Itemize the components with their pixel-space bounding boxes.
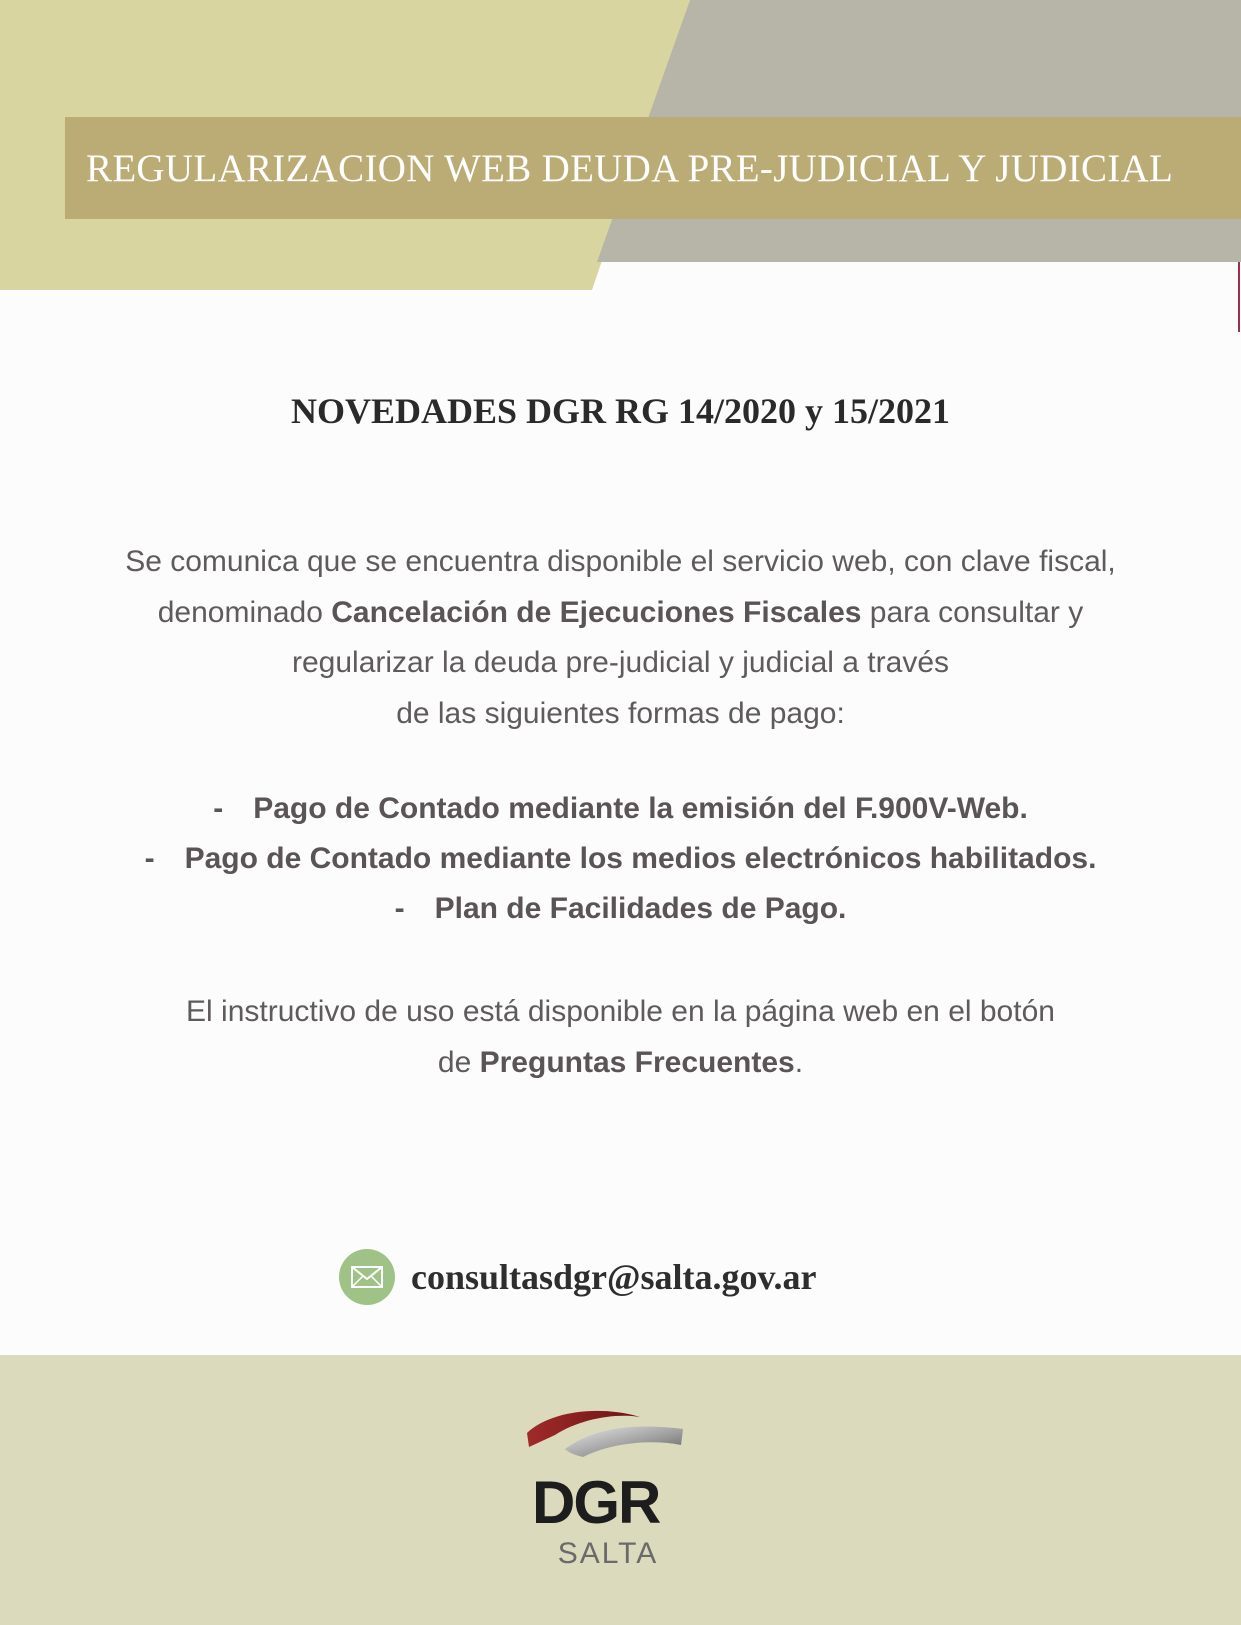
- intro-text-5: de las siguientes formas de pago:: [396, 696, 845, 730]
- intro-text-3: para consultar y: [861, 595, 1084, 629]
- intro-text-4: regularizar la deuda pre-judicial y judicial a través: [292, 646, 949, 679]
- dgr-logo-swoosh: [525, 1403, 685, 1463]
- contact-email[interactable]: consultasdgr@salta.gov.ar: [411, 1257, 817, 1297]
- faq-link-text: Preguntas Frecuentes: [479, 1045, 795, 1079]
- edge-accent: [1238, 262, 1240, 332]
- list-marker: -: [144, 842, 155, 875]
- envelope-icon: [339, 1249, 395, 1305]
- instructions-text-2: de: [437, 1045, 480, 1079]
- dgr-logo-salta: SALTA: [557, 1537, 659, 1570]
- instructions-paragraph: [30, 987, 1211, 1088]
- dgr-logo-lettering: [532, 1477, 684, 1529]
- intro-text-2: denominado: [157, 595, 332, 629]
- instructions-text-1: El instructivo de uso está disponible en la página web en el botón: [186, 995, 1055, 1028]
- section-title: NOVEDADES DGR RG 14/2020 y 15/2021: [290, 391, 951, 431]
- contact-email-row[interactable]: [339, 1248, 817, 1306]
- service-name: Cancelación de Ejecuciones Fiscales: [331, 595, 862, 629]
- page-title: REGULARIZACION WEB DEUDA PRE-JUDICIAL Y JUDICIAL: [86, 146, 1174, 190]
- payment-option: [0, 792, 1241, 826]
- payment-option: [0, 842, 1241, 876]
- payment-option-text: Pago de Contado mediante los medios electrónicos habilitados.: [184, 842, 1097, 875]
- instructions-text-3: .: [794, 1045, 804, 1079]
- list-marker: -: [213, 792, 224, 825]
- title-banner: [65, 117, 1241, 219]
- payment-option-text: Pago de Contado mediante la emisión del F.900V-Web.: [253, 792, 1028, 825]
- footer: [0, 1355, 1241, 1625]
- intro-text-1: Se comunica que se encuentra disponible el servicio web, con clave fiscal,: [125, 545, 1116, 578]
- payment-option-text: Plan de Facilidades de Pago.: [434, 892, 847, 925]
- list-marker: -: [394, 892, 405, 925]
- svg-text:DGR: DGR: [532, 1477, 660, 1529]
- payment-option: [0, 892, 1241, 926]
- intro-paragraph: [30, 537, 1211, 739]
